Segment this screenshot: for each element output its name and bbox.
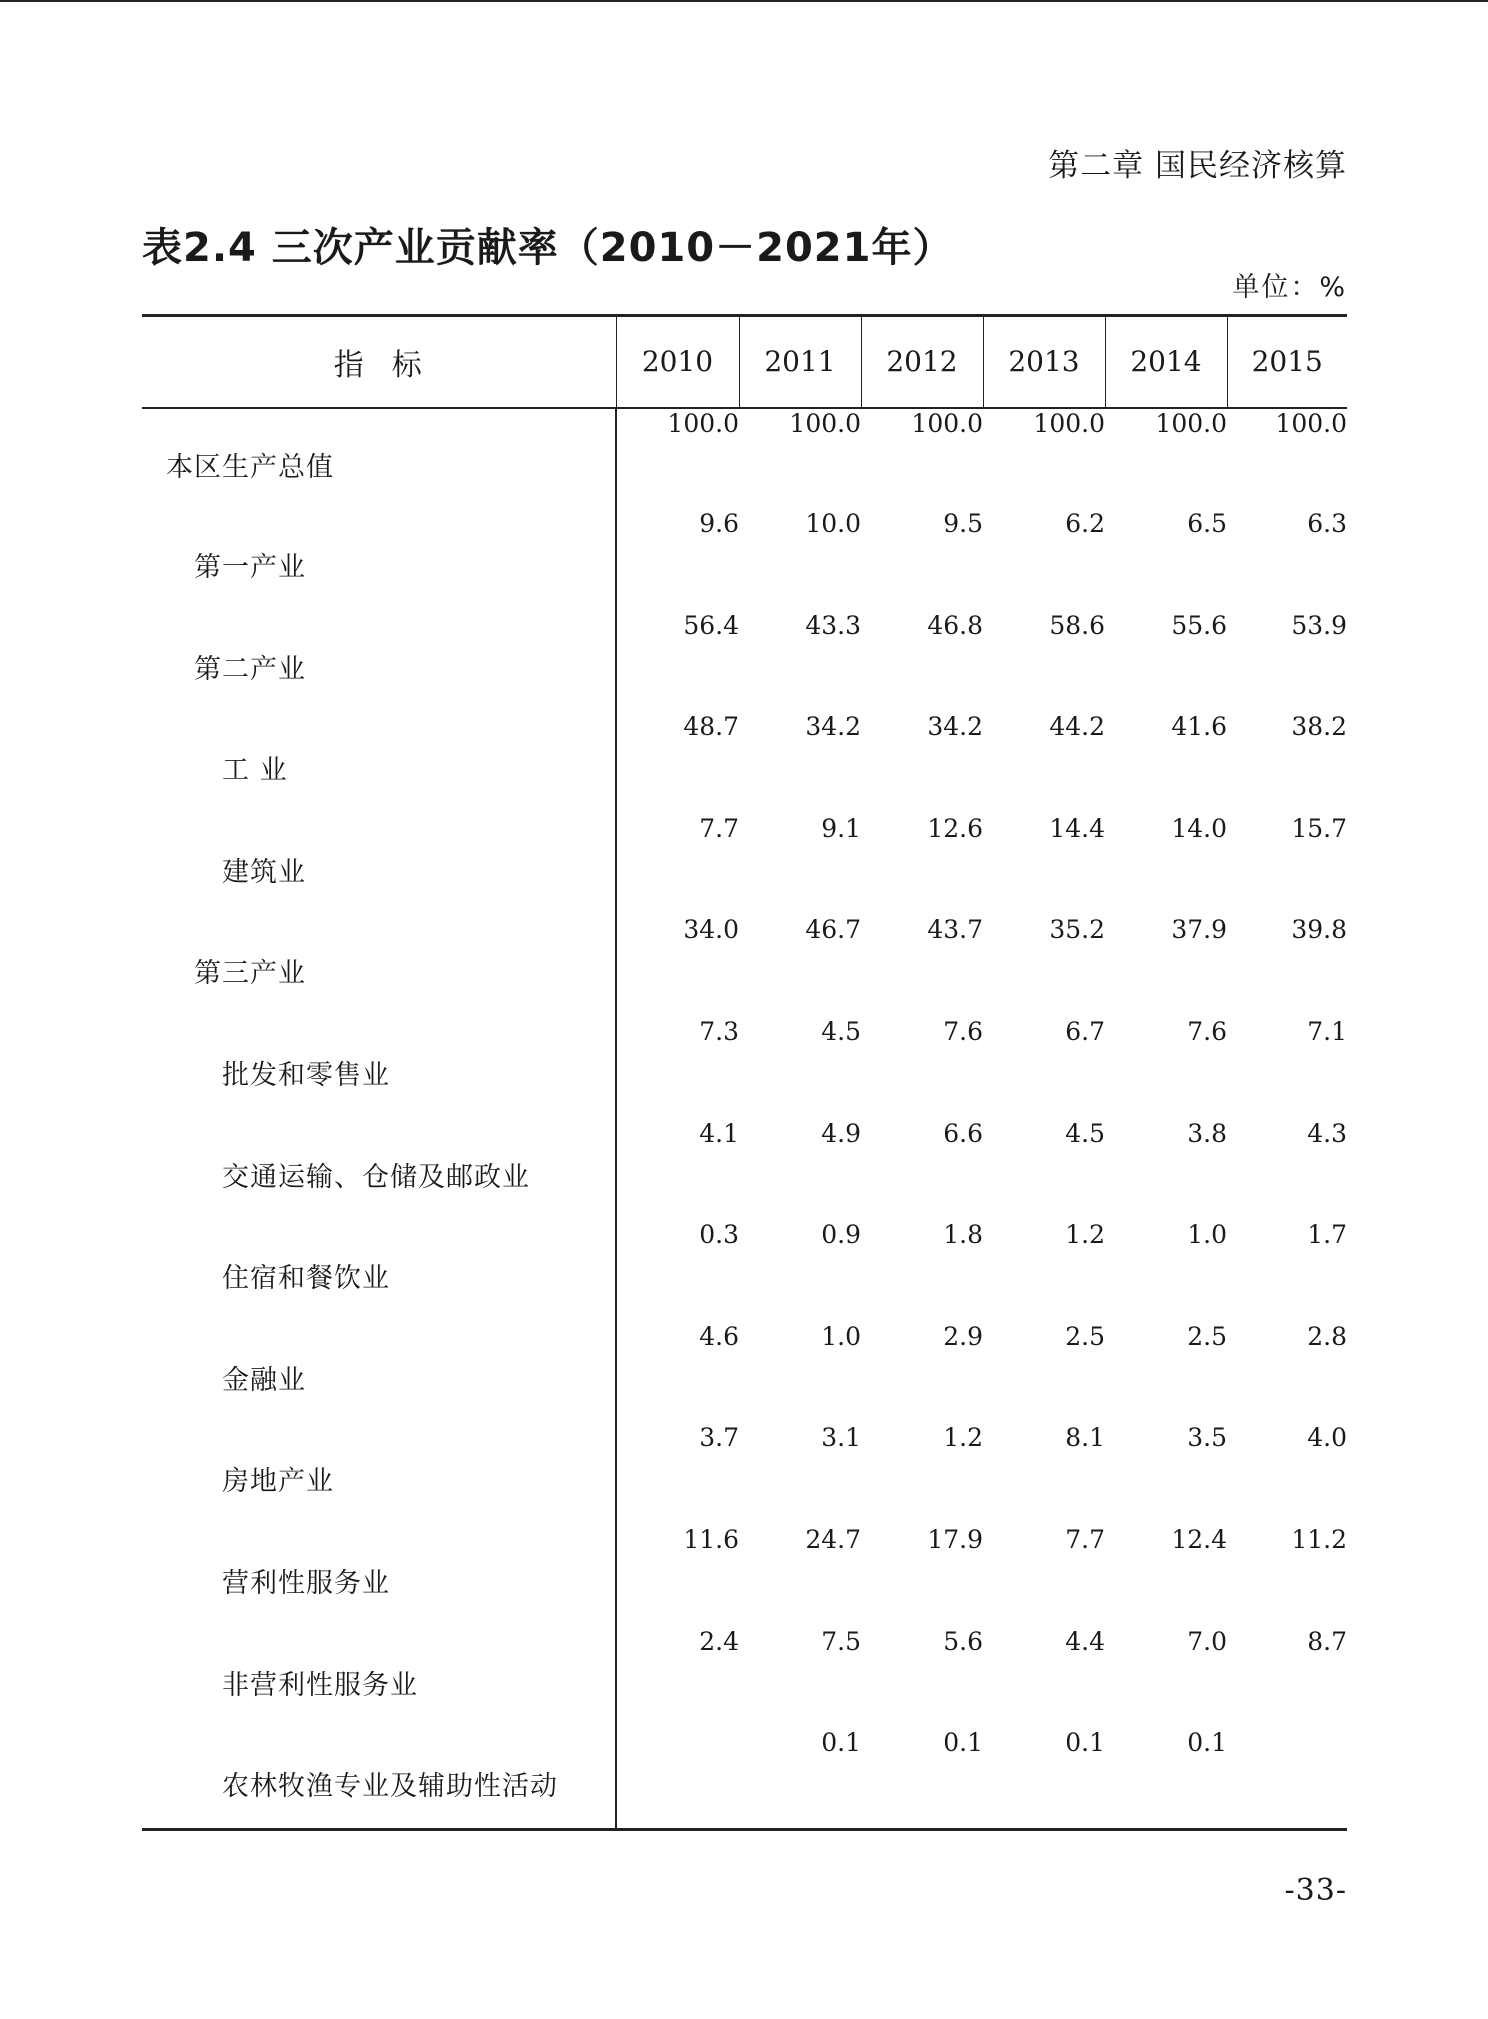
cell-value: 7.7	[699, 813, 739, 843]
table-row	[142, 915, 1347, 1017]
cell-value: 35.2	[1049, 915, 1105, 945]
row-label: 交通运输、仓储及邮政业	[142, 1119, 616, 1221]
cell-value: 46.8	[927, 610, 983, 640]
cell-value: 1.2	[1065, 1220, 1105, 1250]
year-header: 2010	[616, 316, 739, 408]
row-label: 营利性服务业	[142, 1525, 616, 1627]
contribution-rate-table	[142, 314, 1347, 1831]
cell-value: 39.8	[1291, 915, 1347, 945]
top-rule	[0, 0, 1488, 2]
row-label: 本区生产总值	[142, 408, 616, 510]
cell-value: 7.0	[1187, 1626, 1227, 1656]
cell-value: 1.8	[943, 1220, 983, 1250]
cell-value: 7.6	[1187, 1017, 1227, 1047]
cell-value: 1.0	[821, 1321, 861, 1351]
table-row	[142, 1728, 1347, 1830]
cell-value: 15.7	[1291, 813, 1347, 843]
cell-value: 4.5	[1065, 1118, 1105, 1148]
cell-value: 58.6	[1049, 610, 1105, 640]
cell-value: 100.0	[1033, 408, 1105, 438]
cell-value: 4.9	[821, 1118, 861, 1148]
cell-value: 46.7	[805, 915, 861, 945]
cell-value: 10.0	[805, 509, 861, 539]
cell-value: 100.0	[789, 408, 861, 438]
unit-label: 单位：%	[1232, 272, 1347, 303]
cell-value: 6.3	[1307, 509, 1347, 539]
year-header: 2012	[861, 316, 983, 408]
cell-value: 3.8	[1187, 1118, 1227, 1148]
cell-value: 43.7	[927, 915, 983, 945]
cell-value: 100.0	[1155, 408, 1227, 438]
table-row	[142, 1627, 1347, 1729]
cell-value: 44.2	[1049, 712, 1105, 742]
cell-value: 14.4	[1049, 813, 1105, 843]
indicator-header: 指标	[142, 316, 616, 408]
cell-value: 7.1	[1307, 1017, 1347, 1047]
cell-value: 6.7	[1065, 1017, 1105, 1047]
cell-value: 2.5	[1187, 1321, 1227, 1351]
cell-value: 55.6	[1171, 610, 1227, 640]
cell-value: 4.5	[821, 1017, 861, 1047]
cell-value: 48.7	[683, 712, 739, 742]
cell-value: 1.2	[943, 1423, 983, 1453]
row-label: 第二产业	[142, 611, 616, 713]
row-label: 住宿和餐饮业	[142, 1220, 616, 1322]
cell-value: 9.5	[943, 509, 983, 539]
row-label: 第一产业	[142, 509, 616, 611]
cell-value	[1227, 1728, 1347, 1830]
cell-value: 100.0	[667, 408, 739, 438]
cell-value: 5.6	[943, 1626, 983, 1656]
cell-value: 4.0	[1307, 1423, 1347, 1453]
cell-value: 11.6	[683, 1525, 739, 1555]
cell-value: 8.1	[1065, 1423, 1105, 1453]
table-row	[142, 1525, 1347, 1627]
cell-value: 34.2	[805, 712, 861, 742]
row-label: 批发和零售业	[142, 1017, 616, 1119]
cell-value: 0.1	[983, 1728, 1105, 1830]
cell-value: 0.9	[821, 1220, 861, 1250]
cell-value: 1.7	[1307, 1220, 1347, 1250]
cell-value: 0.3	[699, 1220, 739, 1250]
cell-value: 0.1	[1105, 1728, 1227, 1830]
header-row	[142, 316, 1347, 408]
cell-value	[616, 1728, 739, 1830]
cell-value: 3.7	[699, 1423, 739, 1453]
cell-value: 3.1	[821, 1423, 861, 1453]
table-row	[142, 408, 1347, 510]
cell-value: 4.1	[699, 1118, 739, 1148]
cell-value: 6.6	[943, 1118, 983, 1148]
table-row	[142, 1322, 1347, 1424]
year-header: 2015	[1227, 316, 1347, 408]
cell-value: 11.2	[1291, 1525, 1347, 1555]
cell-value: 2.8	[1307, 1321, 1347, 1351]
row-label: 非营利性服务业	[142, 1627, 616, 1729]
page-number: -33-	[1284, 1873, 1347, 1908]
cell-value: 9.6	[699, 509, 739, 539]
table-row	[142, 1423, 1347, 1525]
table-row	[142, 814, 1347, 916]
cell-value: 7.5	[821, 1626, 861, 1656]
cell-value: 2.4	[699, 1626, 739, 1656]
cell-value: 0.1	[739, 1728, 861, 1830]
cell-value: 41.6	[1171, 712, 1227, 742]
cell-value: 6.5	[1187, 509, 1227, 539]
row-label: 工 业	[142, 712, 616, 814]
year-header: 2013	[983, 316, 1105, 408]
row-label: 金融业	[142, 1322, 616, 1424]
table-row	[142, 509, 1347, 611]
cell-value: 100.0	[911, 408, 983, 438]
cell-value: 12.6	[927, 813, 983, 843]
cell-value: 7.7	[1065, 1525, 1105, 1555]
cell-value: 17.9	[927, 1525, 983, 1555]
table-row	[142, 1017, 1347, 1119]
cell-value: 0.1	[861, 1728, 983, 1830]
cell-value: 56.4	[683, 610, 739, 640]
cell-value: 2.5	[1065, 1321, 1105, 1351]
cell-value: 8.7	[1307, 1626, 1347, 1656]
year-header: 2014	[1105, 316, 1227, 408]
cell-value: 7.3	[699, 1017, 739, 1047]
cell-value: 9.1	[821, 813, 861, 843]
row-label: 房地产业	[142, 1423, 616, 1525]
cell-value: 1.0	[1187, 1220, 1227, 1250]
row-label: 第三产业	[142, 915, 616, 1017]
cell-value: 7.6	[943, 1017, 983, 1047]
cell-value: 14.0	[1171, 813, 1227, 843]
cell-value: 2.9	[943, 1321, 983, 1351]
chapter-header: 第二章 国民经济核算	[1048, 148, 1347, 184]
cell-value: 34.2	[927, 712, 983, 742]
cell-value: 6.2	[1065, 509, 1105, 539]
cell-value: 4.4	[1065, 1626, 1105, 1656]
cell-value: 53.9	[1291, 610, 1347, 640]
cell-value: 24.7	[805, 1525, 861, 1555]
table-row	[142, 1220, 1347, 1322]
cell-value: 4.6	[699, 1321, 739, 1351]
table-title: 表2.4 三次产业贡献率（2010－2021年）	[142, 225, 954, 271]
cell-value: 34.0	[683, 915, 739, 945]
table-row	[142, 712, 1347, 814]
row-label: 建筑业	[142, 814, 616, 916]
cell-value: 3.5	[1187, 1423, 1227, 1453]
table-row	[142, 611, 1347, 713]
row-label: 农林牧渔专业及辅助性活动	[142, 1728, 616, 1830]
cell-value: 100.0	[1275, 408, 1347, 438]
cell-value: 37.9	[1171, 915, 1227, 945]
cell-value: 4.3	[1307, 1118, 1347, 1148]
year-header: 2011	[739, 316, 861, 408]
cell-value: 38.2	[1291, 712, 1347, 742]
cell-value: 12.4	[1171, 1525, 1227, 1555]
table-row	[142, 1119, 1347, 1221]
cell-value: 43.3	[805, 610, 861, 640]
